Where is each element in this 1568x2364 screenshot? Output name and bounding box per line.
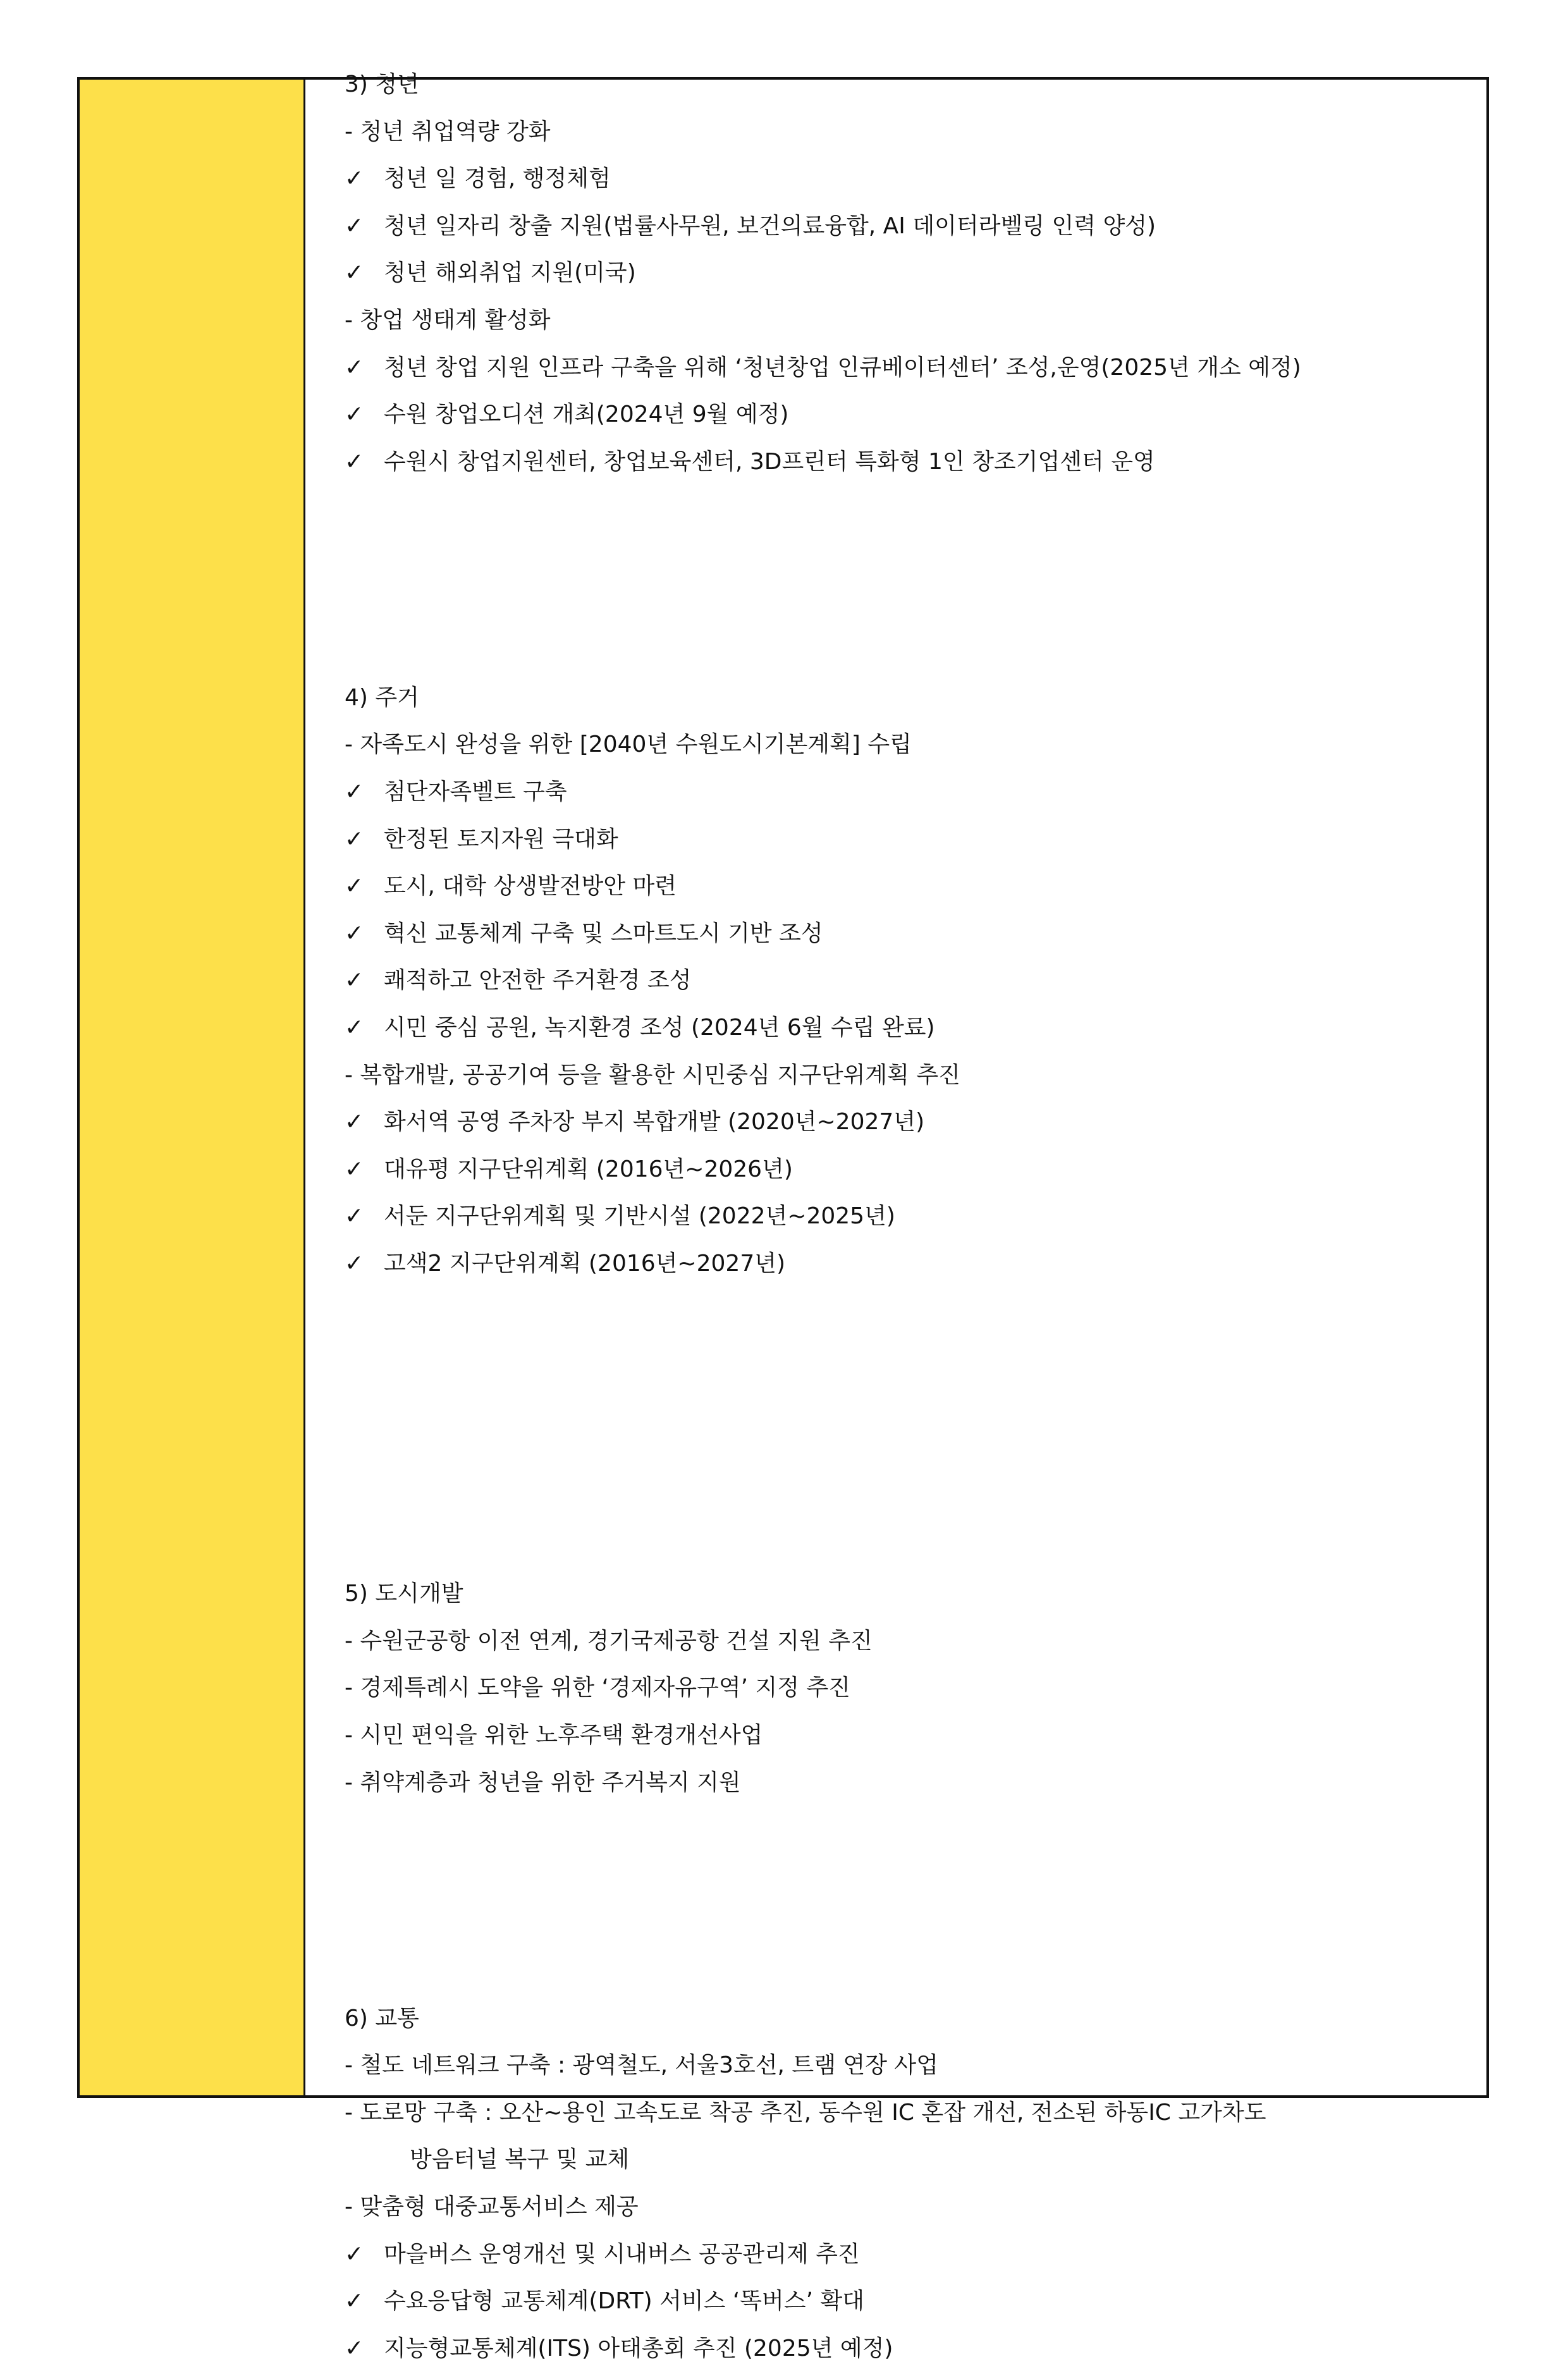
check-list-item	[345, 1013, 935, 1043]
dash-list-item: - 철도 네트워크 구축 : 광역철도, 서울3호선, 트램 연장 사업	[345, 2052, 938, 2079]
section-heading: 4) 주거	[345, 684, 419, 711]
dash-list-item: - 복합개발, 공공기여 등을 활용한 시민중심 지구단위계획 추진	[345, 1062, 960, 1088]
check-list-item	[345, 353, 1301, 383]
check-list-item	[345, 965, 691, 996]
checkmark-icon: ✓	[345, 1203, 364, 1230]
check-list-item	[345, 400, 788, 430]
check-item-text: 청년 일자리 창출 지원(법률사무원, 보건의료융합, AI 데이터라벨링 인력 양성)	[384, 212, 1156, 239]
check-list-item	[345, 871, 677, 902]
check-list-item	[345, 1201, 895, 1232]
dash-list-item: - 창업 생태계 활성화	[345, 307, 551, 333]
checkmark-icon: ✓	[345, 967, 364, 994]
category-column	[80, 80, 305, 2095]
check-item-text: 수요응답형 교통체계(DRT) 서비스 ‘똑버스’ 확대	[384, 2288, 865, 2315]
check-list-item	[345, 919, 823, 949]
check-item-text: 수원시 창업지원센터, 창업보육센터, 3D프린터 특화형 1인 창조기업센터 운영	[384, 448, 1155, 475]
check-list-item	[345, 777, 567, 807]
check-list-item	[345, 447, 1155, 477]
checkmark-icon: ✓	[345, 873, 364, 900]
section-heading: 3) 청년	[345, 71, 419, 97]
check-list-item	[345, 1107, 924, 1137]
check-item-text: 시민 중심 공원, 녹지환경 조성 (2024년 6월 수립 완료)	[384, 1015, 935, 1041]
check-list-item	[345, 2334, 893, 2364]
check-item-text: 청년 해외취업 지원(미국)	[384, 260, 636, 286]
check-item-text: 청년 창업 지원 인프라 구축을 위해 ‘청년창업 인큐베이터센터’ 조성,운영(2025년 개소 예정)	[384, 354, 1301, 381]
check-item-text: 첨단자족벨트 구축	[384, 779, 567, 805]
check-list-item	[345, 2286, 864, 2317]
checkmark-icon: ✓	[345, 2241, 364, 2267]
check-list-item	[345, 164, 611, 194]
check-item-text: 지능형교통체계(ITS) 아태총회 추진 (2025년 예정)	[384, 2335, 893, 2361]
check-item-text: 쾌적하고 안전한 주거환경 조성	[384, 967, 692, 994]
check-item-text: 대유평 지구단위계획 (2016년~2026년)	[384, 1156, 793, 1182]
check-item-text: 고색2 지구단위계획 (2016년~2027년)	[384, 1251, 786, 1277]
checkmark-icon: ✓	[345, 354, 364, 381]
continuation-line: 방음터널 복구 및 교체	[410, 2147, 630, 2173]
check-item-text: 도시, 대학 상생발전방안 마련	[384, 873, 677, 900]
check-item-text: 수원 창업오디션 개최(2024년 9월 예정)	[384, 401, 789, 428]
check-list-item	[345, 258, 636, 288]
dash-list-item: - 경제특례시 도약을 위한 ‘경제자유구역’ 지정 추진	[345, 1675, 851, 1701]
dash-list-item: - 맞춤형 대중교통서비스 제공	[345, 2194, 639, 2220]
check-item-text: 한정된 토지자원 극대화	[384, 826, 618, 852]
check-list-item	[345, 824, 618, 855]
checkmark-icon: ✓	[345, 920, 364, 946]
checkmark-icon: ✓	[345, 448, 364, 475]
dash-list-item: - 수원군공항 이전 연계, 경기국제공항 건설 지원 추진	[345, 1627, 873, 1654]
check-item-text: 화서역 공영 주차장 부지 복합개발 (2020년~2027년)	[384, 1109, 925, 1136]
checkmark-icon: ✓	[345, 1251, 364, 1277]
checkmark-icon: ✓	[345, 2288, 364, 2315]
check-list-item	[345, 1249, 785, 1279]
check-list-item	[345, 2239, 860, 2270]
dash-list-item: - 자족도시 완성을 위한 [2040년 수원도시기본계획] 수립	[345, 732, 912, 758]
dash-list-item: - 시민 편익을 위한 노후주택 환경개선사업	[345, 1722, 763, 1748]
checkmark-icon: ✓	[345, 212, 364, 239]
checkmark-icon: ✓	[345, 779, 364, 805]
check-list-item	[345, 211, 1156, 242]
check-item-text: 서둔 지구단위계획 및 기반시설 (2022년~2025년)	[384, 1203, 895, 1230]
section-heading: 5) 도시개발	[345, 1581, 463, 1607]
checkmark-icon: ✓	[345, 826, 364, 852]
dash-list-item: - 청년 취업역량 강화	[345, 118, 551, 145]
check-list-item	[345, 1154, 793, 1185]
check-item-text: 혁신 교통체계 구축 및 스마트도시 기반 조성	[384, 920, 823, 946]
check-item-text: 청년 일 경험, 행정체험	[384, 166, 611, 192]
checkmark-icon: ✓	[345, 1109, 364, 1136]
checkmark-icon: ✓	[345, 166, 364, 192]
checkmark-icon: ✓	[345, 1015, 364, 1041]
checkmark-icon: ✓	[345, 401, 364, 428]
checkmark-icon: ✓	[345, 1156, 364, 1182]
checkmark-icon: ✓	[345, 260, 364, 286]
check-item-text: 마을버스 운영개선 및 시내버스 공공관리제 추진	[384, 2241, 860, 2267]
checkmark-icon: ✓	[345, 2335, 364, 2361]
dash-list-item: - 도로망 구축 : 오산~용인 고속도로 착공 추진, 동수원 IC 혼잡 개선, 전소된 하동IC 고가차도	[345, 2099, 1266, 2126]
dash-list-item: - 취약계층과 청년을 위한 주거복지 지원	[345, 1769, 741, 1796]
section-heading: 6) 교통	[345, 2005, 419, 2031]
